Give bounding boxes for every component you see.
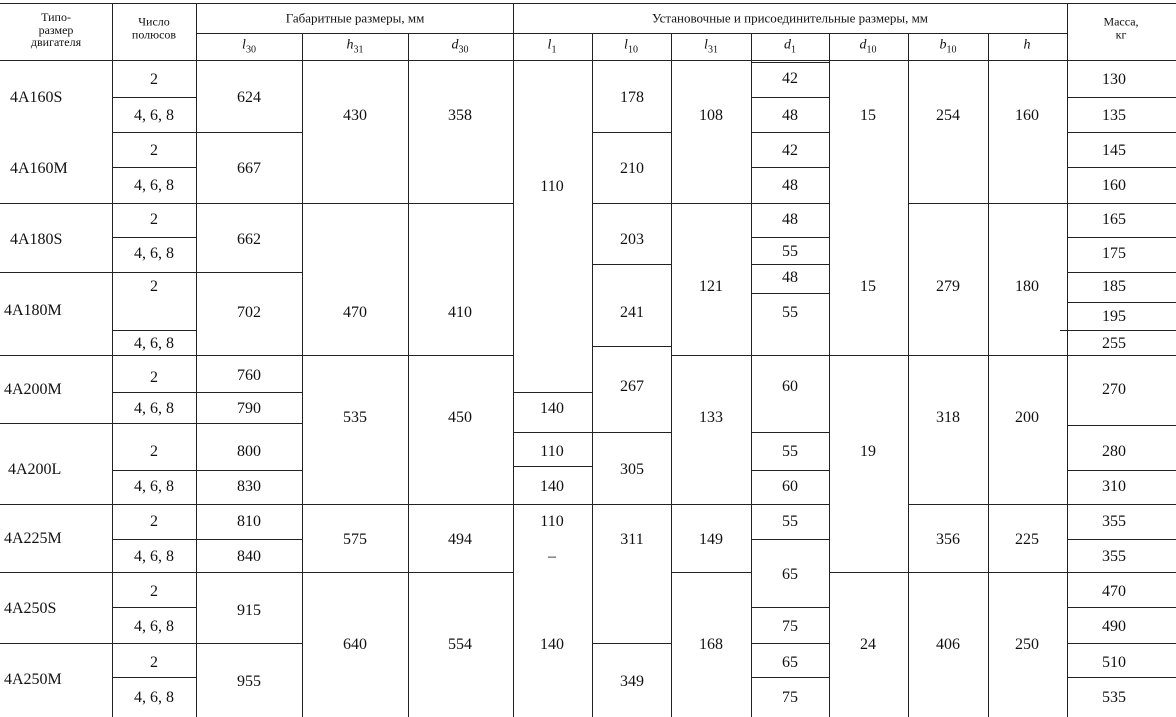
row-divider [752,62,829,63]
row-divider [113,167,196,168]
row-divider [909,572,1067,573]
row-divider [752,355,829,356]
d1-cell: 55 [782,513,798,530]
mass-cell: 185 [1102,278,1126,295]
d1-cell: 48 [782,107,798,124]
poles-cell: 2 [150,142,158,159]
row-divider [113,572,196,573]
header-mass: Масса, кг [1103,14,1139,41]
row-divider [752,432,829,433]
h-cell: 160 [1015,107,1039,124]
poles-cell: 2 [150,369,158,386]
header-overall-dimensions: Габаритные размеры, мм [285,10,425,26]
row-divider [752,643,829,644]
d30-cell: 358 [448,107,472,124]
row-divider [1068,425,1176,426]
col-divider-b10 [908,33,909,717]
row-divider [1068,677,1176,678]
row-divider [752,132,829,133]
row-divider [752,167,829,168]
col-divider-d1 [751,33,752,717]
b10-cell: 318 [936,409,960,426]
row-divider [197,423,302,424]
l30-cell: 830 [237,478,261,495]
mass-cell: 255 [1102,335,1126,352]
row-divider [0,203,112,204]
d1-cell: 65 [782,654,798,671]
mass-cell: 145 [1102,142,1126,159]
row-divider [830,572,908,573]
row-divider [672,355,751,356]
l30-cell: 702 [237,304,261,321]
h31-cell: 640 [343,636,367,653]
h-cell: 225 [1015,531,1039,548]
row-divider [593,203,671,204]
col-divider-h31 [302,33,303,717]
row-divider [909,203,1067,204]
d10-cell: 24 [860,636,876,653]
row-divider [113,392,196,393]
row-divider [197,392,302,393]
poles-cell: 2 [150,211,158,228]
poles-cell: 2 [150,71,158,88]
row-divider [197,504,302,505]
header-h31: $h_{31}$ [346,37,364,56]
row-divider [113,677,196,678]
poles-cell: 4, 6, 8 [134,618,174,635]
l30-cell: 810 [237,513,261,530]
l31-cell: 133 [699,409,723,426]
header-d30: $d_{30}$ [451,37,469,56]
row-divider [752,237,829,238]
row-divider [113,423,196,424]
l30-cell: 624 [237,89,261,106]
mass-cell: 355 [1102,513,1126,530]
header-d10: $d_{10}$ [859,37,877,56]
header-mounting-dimensions: Установочные и присоединительные размеры, мм [651,10,929,26]
l1-cell: 140 [540,636,564,653]
row-divider [303,504,513,505]
l10-cell: 203 [620,231,644,248]
mass-cell: 165 [1102,211,1126,228]
l1-cell: 140 [540,400,564,417]
d1-cell: 48 [782,211,798,228]
row-divider [752,264,829,265]
row-divider [752,470,829,471]
row-divider [303,203,513,204]
col-divider-d10 [829,33,830,717]
l1-cell: 110 [540,513,564,530]
row-divider [113,643,196,644]
l1-cell: 110 [540,443,564,460]
mass-cell: 130 [1102,71,1126,88]
row-divider [0,423,112,424]
row-divider [197,203,302,204]
row-divider [593,643,671,644]
header-poles: Число полюсов [131,14,177,41]
h31-cell: 430 [343,107,367,124]
d1-cell: 42 [782,142,798,159]
row-divider [1068,237,1176,238]
mass-cell: 355 [1102,548,1126,565]
h-cell: 250 [1015,636,1039,653]
poles-cell: 2 [150,513,158,530]
mass-cell: 135 [1102,107,1126,124]
col-divider-poles [112,3,113,717]
poles-cell: 4, 6, 8 [134,335,174,352]
row-divider [0,272,112,273]
d1-cell: 65 [782,566,798,583]
header-d1: $d_1$ [784,37,796,56]
mass-cell: 310 [1102,478,1126,495]
col-divider-group [513,3,514,717]
motor-type-cell: 4A250S [4,600,57,617]
row-divider [303,572,513,573]
row-divider [593,432,671,433]
d10-cell: 15 [860,278,876,295]
row-divider [752,293,829,294]
l10-cell: 349 [620,673,644,690]
row-divider [1068,272,1176,273]
row-divider [113,330,196,331]
col-divider-l31 [671,33,672,717]
l31-cell: 108 [699,107,723,124]
row-divider [1068,504,1176,505]
row-divider [593,132,671,133]
d10-cell: 19 [860,443,876,460]
row-divider [514,432,592,433]
row-divider [1068,97,1176,98]
l30-cell: 840 [237,548,261,565]
row-divider [197,272,302,273]
mass-cell: 160 [1102,177,1126,194]
row-divider [752,203,829,204]
d1-cell: 42 [782,70,798,87]
row-divider [752,607,829,608]
row-divider [113,504,196,505]
motor-type-cell: 4A180M [4,302,62,319]
row-divider [113,237,196,238]
mass-cell: 270 [1102,381,1126,398]
poles-cell: 4, 6, 8 [134,400,174,417]
row-divider [197,470,302,471]
row-divider [303,355,513,356]
row-divider [593,504,671,505]
poles-cell: 2 [150,443,158,460]
l30-cell: 760 [237,367,261,384]
motor-type-cell: 4A160S [10,89,63,106]
h31-cell: 575 [343,531,367,548]
row-divider [197,132,302,133]
row-divider [197,355,302,356]
row-divider [1068,355,1176,356]
row-divider [197,539,302,540]
row-divider [113,132,196,133]
d10-cell: 15 [860,107,876,124]
row-divider [1060,330,1176,331]
motor-type-cell: 4A200M [4,381,62,398]
header-group-divider [197,33,1067,34]
d1-cell: 55 [782,304,798,321]
d1-cell: 55 [782,443,798,460]
row-divider [593,346,671,347]
b10-cell: 356 [936,531,960,548]
row-divider [752,539,829,540]
row-divider [830,355,908,356]
poles-cell: 4, 6, 8 [134,107,174,124]
row-divider [514,466,592,467]
l1-cell: 110 [540,178,564,195]
l10-cell: 241 [620,304,644,321]
row-divider [113,607,196,608]
row-divider [113,272,196,273]
row-divider [1068,643,1176,644]
header-b10: $b_{10}$ [939,37,957,56]
motor-type-cell: 4A225M [4,530,62,547]
poles-cell: 2 [150,654,158,671]
col-divider-h [988,33,989,717]
poles-cell: 4, 6, 8 [134,689,174,706]
motor-type-cell: 4A180S [10,231,63,248]
row-divider [752,97,829,98]
header-type-size: Типо- размер двигателя [30,10,82,50]
d1-cell: 48 [782,269,798,286]
row-divider [593,264,671,265]
poles-cell: 4, 6, 8 [134,245,174,262]
row-divider [752,677,829,678]
d30-cell: 450 [448,409,472,426]
l30-cell: 915 [237,602,261,619]
d1-cell: 55 [782,243,798,260]
row-divider [113,539,196,540]
mass-cell: 470 [1102,583,1126,600]
row-divider [1068,203,1176,204]
h31-cell: 470 [343,304,367,321]
h31-cell: 535 [343,409,367,426]
row-divider [0,504,112,505]
poles-cell: 2 [150,583,158,600]
mass-cell: 510 [1102,654,1126,671]
row-divider [672,572,751,573]
l30-cell: 800 [237,443,261,460]
row-divider [1068,539,1176,540]
row-divider [113,97,196,98]
row-divider [0,643,112,644]
col-divider-l10 [592,33,593,717]
d1-cell: 60 [782,378,798,395]
col-divider-l30 [196,3,197,717]
header-l1: $l_1$ [547,37,557,56]
col-divider-d30 [408,33,409,717]
row-divider [514,504,592,505]
table-top-border [0,3,1176,4]
row-divider [113,203,196,204]
l30-cell: 955 [237,673,261,690]
row-divider [1068,167,1176,168]
h-cell: 180 [1015,278,1039,295]
motor-type-cell: 4A160M [10,160,68,177]
row-divider [0,355,112,356]
l1-cell: 140 [540,478,564,495]
row-divider [514,392,592,393]
b10-cell: 279 [936,278,960,295]
l30-cell: 790 [237,400,261,417]
poles-cell: 4, 6, 8 [134,177,174,194]
poles-cell: 4, 6, 8 [134,478,174,495]
l31-cell: 121 [699,278,723,295]
col-divider-mass [1067,3,1068,717]
mass-cell: 195 [1102,308,1126,325]
row-divider [909,504,1067,505]
header-l30: $l_{30}$ [242,37,256,56]
row-divider [1068,302,1176,303]
poles-cell: 4, 6, 8 [134,548,174,565]
l10-cell: 210 [620,160,644,177]
row-divider [672,504,751,505]
row-divider [752,504,829,505]
mass-cell: 490 [1102,618,1126,635]
d1-cell: 60 [782,478,798,495]
h-cell: 200 [1015,409,1039,426]
l10-cell: 267 [620,378,644,395]
l10-cell: 311 [620,531,644,548]
motor-type-cell: 4A250M [4,671,62,688]
l31-cell: 168 [699,636,723,653]
l1-cell: – [548,548,556,565]
header-l31: $l_{31}$ [704,37,718,56]
l30-cell: 662 [237,231,261,248]
motor-type-cell: 4A200L [8,461,62,478]
row-divider [1068,572,1176,573]
d30-cell: 494 [448,531,472,548]
mass-cell: 535 [1102,689,1126,706]
d1-cell: 48 [782,177,798,194]
row-divider [113,470,196,471]
row-divider [0,572,112,573]
row-divider [1068,470,1176,471]
b10-cell: 406 [936,636,960,653]
row-divider [113,355,196,356]
poles-cell: 2 [150,278,158,295]
l10-cell: 305 [620,461,644,478]
row-divider [197,643,302,644]
l10-cell: 178 [620,89,644,106]
l30-cell: 667 [237,160,261,177]
mass-cell: 175 [1102,245,1126,262]
d1-cell: 75 [782,618,798,635]
mass-cell: 280 [1102,443,1126,460]
header-h: h [1023,37,1031,53]
header-l10: $l_{10}$ [624,37,638,56]
d1-cell: 75 [782,689,798,706]
row-divider [1068,132,1176,133]
row-divider [197,572,302,573]
l31-cell: 149 [699,531,723,548]
row-divider [672,203,751,204]
row-divider [909,355,1067,356]
b10-cell: 254 [936,107,960,124]
header-bottom-border [0,60,1176,61]
d30-cell: 410 [448,304,472,321]
row-divider [1068,607,1176,608]
d30-cell: 554 [448,636,472,653]
